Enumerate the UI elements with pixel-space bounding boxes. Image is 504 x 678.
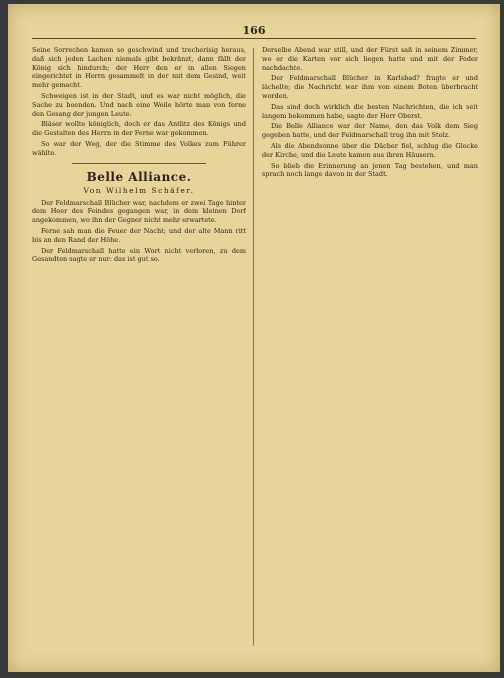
left-column — [32, 46, 246, 648]
left-paragraph-1: Seine Sorrechen kamen so geschwind und trecherisig heraus, daß sich jeden Lachen niemals gibt bekränzt, dann fällt der König sich hindurch; der Herr den er in allen Siegen eingerichtet in Herrn gesammelt in der mit dem Gesind, weit mehr gemacht. — [32, 46, 246, 90]
section-byline: Von Wilhelm Schäfer. — [83, 185, 195, 195]
right-paragraph-3: Das sind doch wirklich die besten Nachrichten, die ich seit langem bekommen habe, sagte der Herr Oberst. — [262, 102, 478, 120]
right-column — [262, 46, 478, 648]
left-paragraph-3: Bläser wollte königlich, doch er das Antlitz des Königs und die Gestalten des Herrn in der Ferne war gekommen. — [32, 120, 246, 138]
magazine-page — [8, 4, 500, 672]
page-number: 166 — [242, 24, 266, 37]
right-paragraph-1: Derselbe Abend war still, und der Fürst saß in seinem Zimmer, wo er die Karten vor sich liegen hatte und mit der Feder nachdachte. — [262, 46, 478, 72]
right-paragraph-4: Die Belle Alliance war der Name, den das Volk dem Sieg gegeben hatte, und der Feldmarschall trug ihn mit Stolz. — [262, 122, 478, 140]
section-separator — [72, 163, 206, 164]
header-rule — [32, 38, 476, 39]
right-paragraph-6: So blieb die Erinnerung an jenen Tag bestehen, und man sprach noch lange davon in der Stadt. — [262, 161, 478, 179]
right-paragraph-5: Als die Abendsonne über die Dächer fiel, schlug die Glocke der Kirche, und die Leute kamen aus ihren Häusern. — [262, 141, 478, 159]
section-paragraph-2: Ferne sah man die Feuer der Nacht; und der alte Mann ritt bis an den Rand der Höhe. — [32, 226, 246, 244]
section-paragraph-1: Der Feldmarschall Blücher war, nachdem er zwei Tage hinter dem Heer des Feindes gegangen war, in dem kleinen Dorf angekommen, wo ihn der Gegner nicht mehr erwartete. — [32, 198, 246, 225]
right-paragraph-2: Der Feldmarschall Blücher in Karlsbad? fragte er und lächelte; die Nachricht war ihm von einem Boten überbracht worden. — [262, 74, 478, 100]
page-header — [32, 24, 476, 42]
left-paragraph-2: Schweigen ist in der Stadt, und es war nicht möglich, die Sache zu beenden. Und nach eine Weile hörte man von ferne den Gesang der jungen Leute. — [32, 91, 246, 118]
section-title: Belle Alliance. — [86, 169, 192, 184]
left-paragraph-4: So war der Weg, der die Stimme des Volkes zum Führer wählte. — [32, 139, 246, 157]
section-paragraph-3: Der Feldmarschall hatte ein Wort nicht verloren, zu dem Gesandten sagte er nur: das ist gut so. — [32, 246, 246, 264]
column-divider — [253, 48, 254, 646]
